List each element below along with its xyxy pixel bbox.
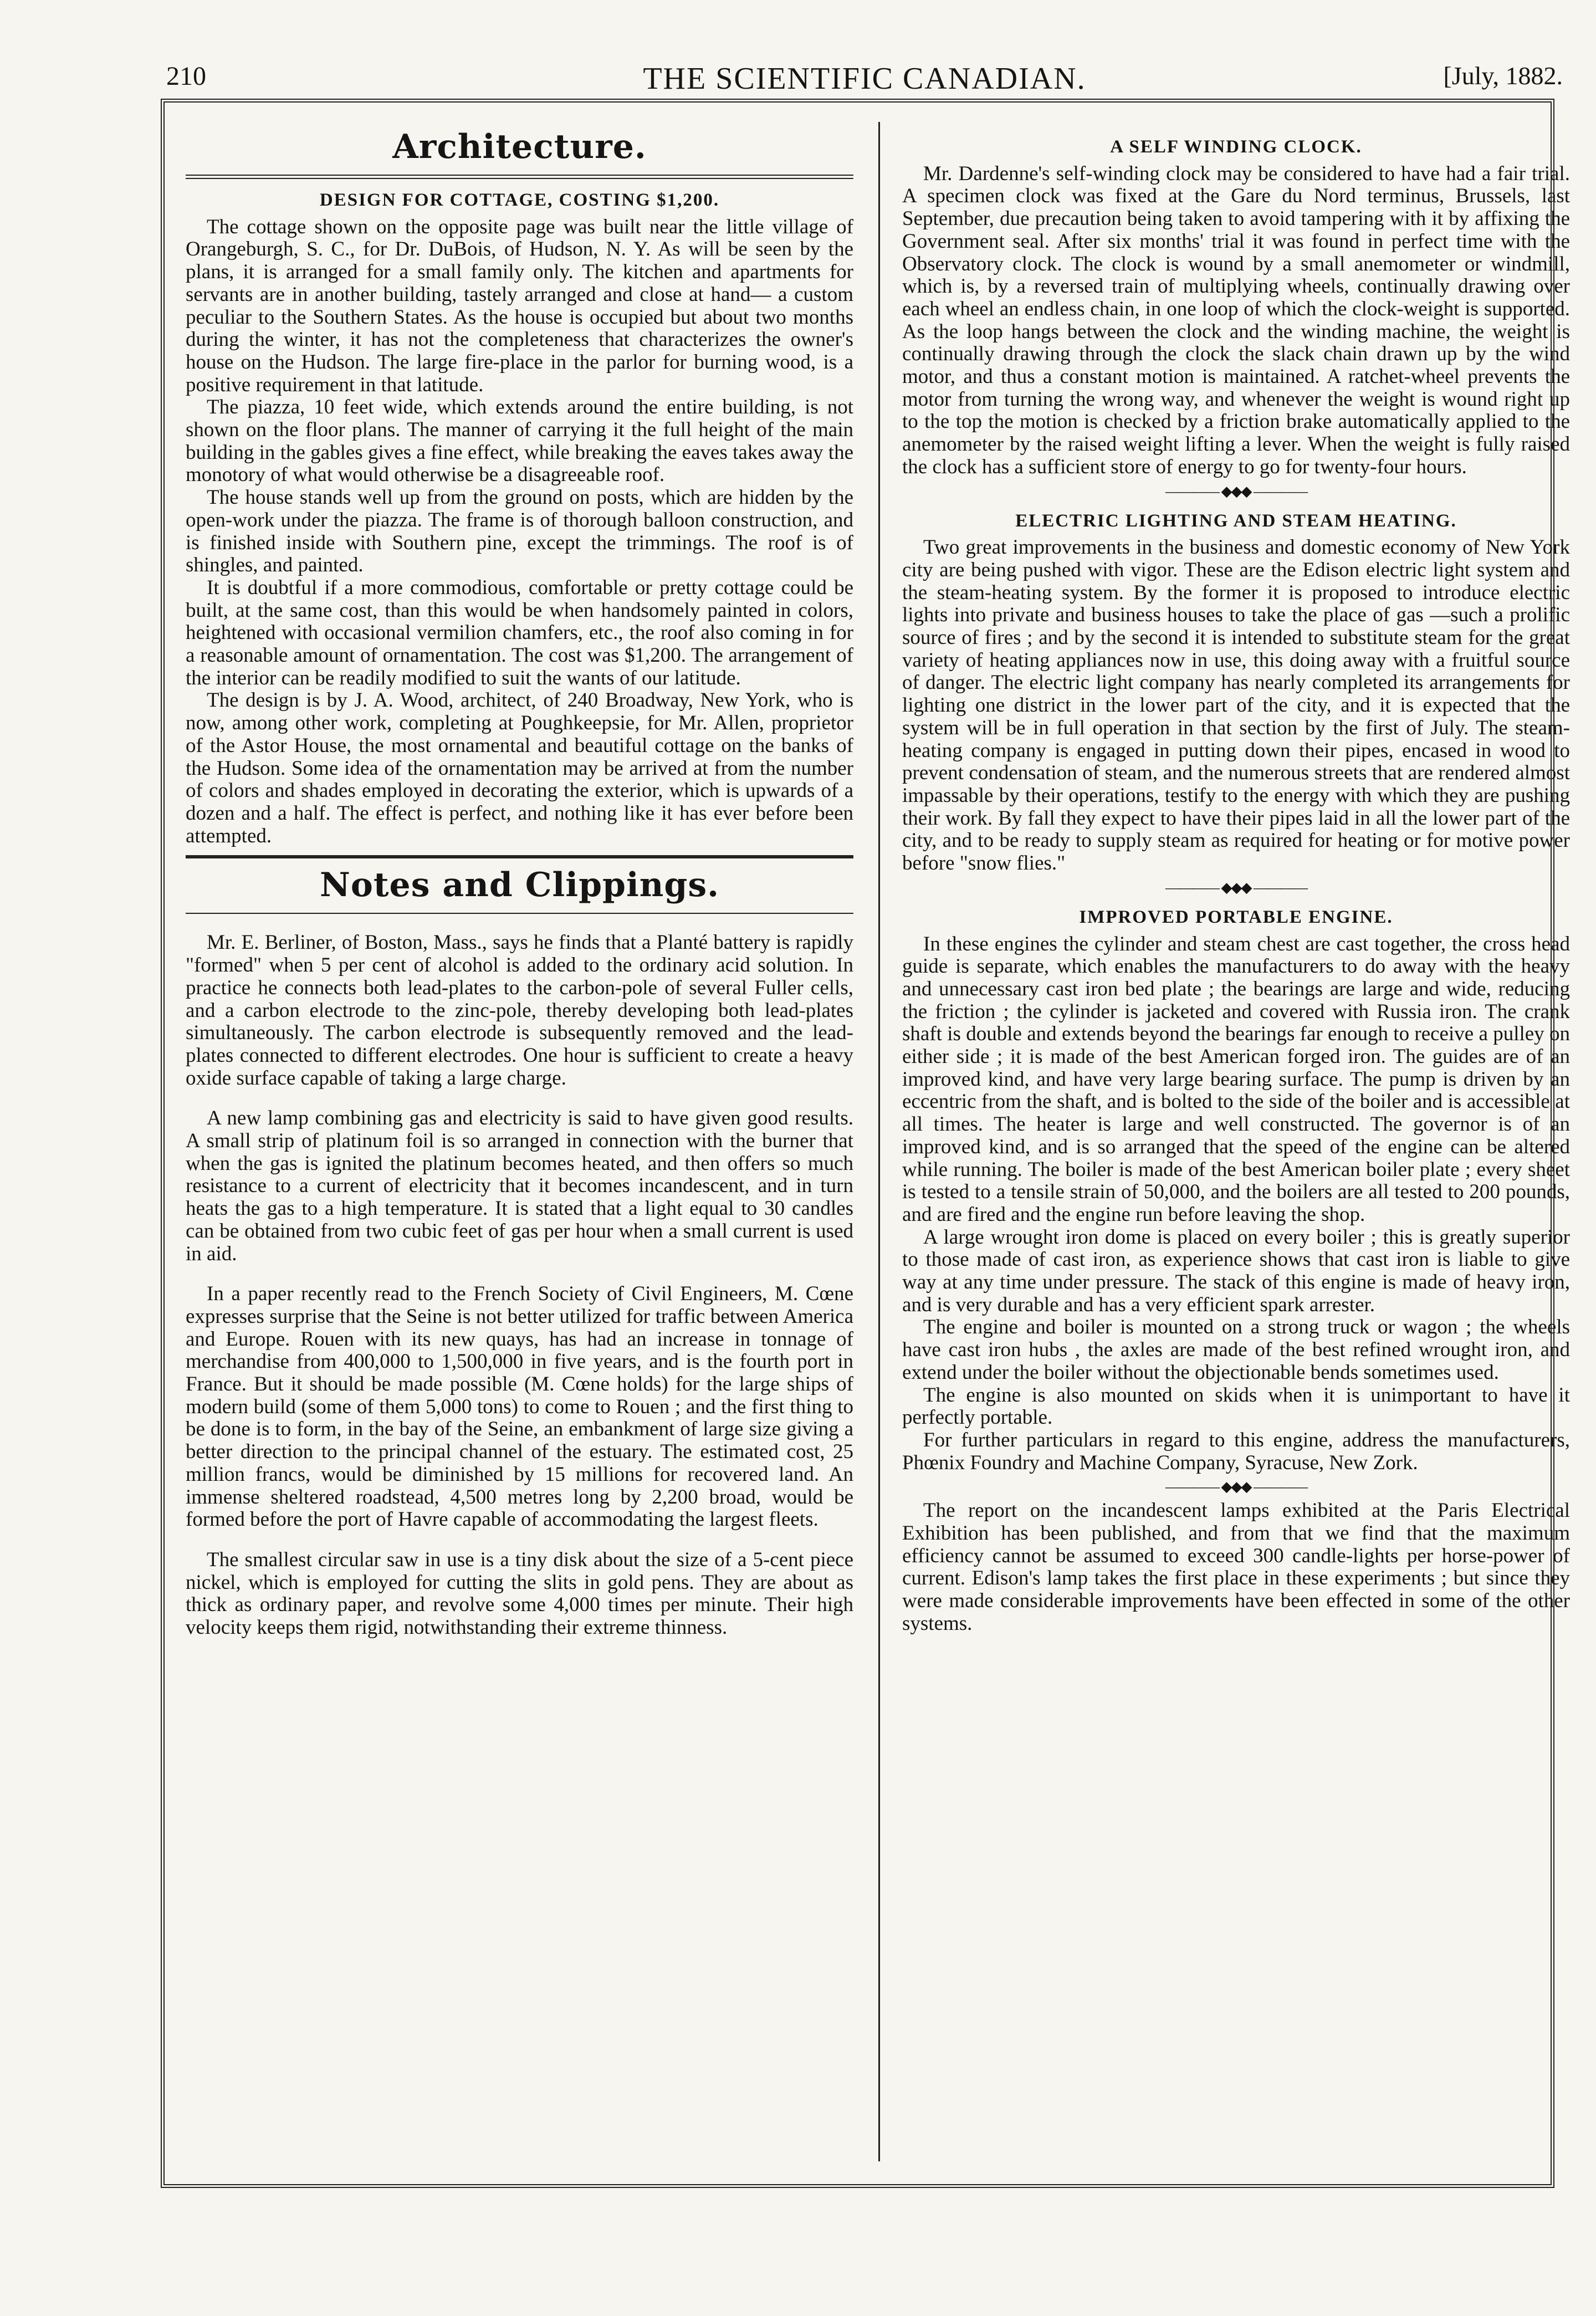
section-title-notes: Notes and Clippings. bbox=[319, 866, 720, 905]
note-paragraph: A new lamp combining gas and electricity is said to have given good results. A small strip of platinum foil is so arranged in connection with the burner that when the gas is ignited the platinum becomes heated, and then offers so much resistance to a current of electricity that it becomes incandescent, and in turn heats the gas to a high temperature. It is stated that a light equal to 30 candles can be obtained from two cubic feet of gas per hour when a small current is used in aid. bbox=[186, 1107, 853, 1265]
article-paragraph: Mr. Dardenne's self-winding clock may be considered to have had a fair trial. A specimen clock was fixed at the Gare du Nord terminus, Brussels, last September, due precaution being taken to avoid tampering with it by affixing the Government seal. After six months' trial it was found in perfect time with the Observatory clock. The clock is wound by a small anemometer or windmill, which is, by a reversed train of multiplying wheels, continually drawing over each wheel an endless chain, in one loop of which the clock-weight is supported. As the loop hangs between the clock and the winding machine, the weight is continually drawing through the clock the slack chain drawn up by the wind motor, and thus a constant motion is maintained. A ratchet-wheel prevents the motor from turning the wrong way, and whenever the weight is wound right up to the top the motion is checked by a friction brake automatically applied to the anemometer by the raised weight lifting a lever. When the weight is fully raised the clock has a sufficient store of energy to go for twenty-four hours. bbox=[902, 162, 1570, 478]
article-paragraph: Two great improvements in the business and domestic economy of New York city are being pushed with vigor. These are the Edison electric light system and the steam-heating system. By the former it is proposed to introduce electric lights into private and business houses to take the place of gas —such a prolific source of fires ; and by the second it is intended to substitute steam for the great variety of heating appliances now in use, this doing away with a fruitful source of danger. The electric light company has nearly completed its arrangements for lighting one district in the lower part of the city, and it is expected that the system will be in full operation in that section by the first of July. The steam-heating company is engaged in putting down their pipes, encased in wood to prevent condensation of steam, and the numerous streets that are rendered almost impassable by their operations, testify to the energy with which they are pushing their work. By fall they expect to have their pipes laid in all the lower part of the city, and to be ready to supply steam as required for heating or for motive power before "snow flies." bbox=[902, 536, 1570, 875]
divider bbox=[186, 913, 853, 914]
note-paragraph: Mr. E. Berliner, of Boston, Mass., says he finds that a Planté battery is rapidly "formed" when 5 per cent of alcohol is added to the ordinary acid solution. In practice he connects both lead-plates to the carbon-pole of several Fuller cells, and a carbon electrode to the zinc-pole, thereby developing both lead-plates simultaneously. The carbon electrode is subsequently removed and the lead-plates connected to different electrodes. One hour is sufficient to create a heavy oxide surface capable of taking a large charge. bbox=[186, 931, 853, 1090]
section-divider bbox=[186, 855, 853, 858]
right-column bbox=[902, 125, 1570, 1635]
article-paragraph: The piazza, 10 feet wide, which extends around the entire building, is not shown on the floor plans. The manner of carrying it the full height of the main building in the gables gives a fine effect, while breaking the eaves takes away the monotory of what would otherwise be a disagreeable roof. bbox=[186, 396, 853, 487]
article-paragraph: The house stands well up from the ground on posts, which are hidden by the open-work under the piazza. The frame is of thorough balloon construction, and is finished inside with Southern pine, except the trimmings. The roof is of shingles, and painted. bbox=[186, 486, 853, 577]
article-title: ELECTRIC LIGHTING AND STEAM HEATING. bbox=[1015, 510, 1457, 531]
article-paragraph: It is doubtful if a more commodious, comfortable or pretty cottage could be built, at the same cost, than this would be when handsomely painted in colors, heightened with occasional vermilion chamfers, etc., the roof also coming in for a reasonable amount of ornamentation. The cost was $1,200. The arrangement of the interior can be readily modified to suit the wants of our latitude. bbox=[186, 576, 853, 689]
page-number: 210 bbox=[166, 62, 206, 91]
divider bbox=[186, 178, 853, 179]
article-paragraph: The design is by J. A. Wood, architect, of 240 Broadway, New York, who is now, among other work, completing at Poughkeepsie, for Mr. Allen, proprietor of the Astor House, the most ornamental and beautiful cottage on the banks of the Hudson. Some idea of the ornamentation may be arrived at from the number of colors and shades employed in decorating the exterior, which is upwards of a dozen and a half. The effect is perfect, and nothing like it has ever before been attempted. bbox=[186, 689, 853, 847]
ornamental-divider: ———— ◆◆◆ ———— bbox=[1165, 483, 1307, 499]
section-title-architecture: Architecture. bbox=[392, 127, 647, 166]
ornamental-divider: ———— ◆◆◆ ———— bbox=[1165, 879, 1307, 896]
left-column bbox=[186, 125, 853, 1639]
journal-title: THE SCIENTIFIC CANADIAN. bbox=[643, 62, 1086, 96]
article-paragraph: For further particulars in regard to this engine, address the manufacturers, Phœnix Foundry and Machine Company, Syracuse, New Zork. bbox=[902, 1428, 1570, 1474]
closing-note-paragraph: The report on the incandescent lamps exhibited at the Paris Electrical Exhibition has been published, and from that we find that the maximum efficiency cannot be assumed to exceed 300 candle-lights per horse-power of current. Edison's lamp takes the first place in these experiments ; but since they were made considerable improvements have been effected in some of the other systems. bbox=[902, 1499, 1570, 1635]
divider bbox=[186, 175, 853, 176]
article-title: A SELF WINDING CLOCK. bbox=[1110, 137, 1362, 157]
issue-date: [July, 1882. bbox=[1443, 62, 1563, 90]
article-title: DESIGN FOR COTTAGE, COSTING $1,200. bbox=[319, 190, 720, 210]
article-paragraph: In these engines the cylinder and steam chest are cast together, the cross head guide is separate, which enables the manufacturers to do away with the heavy and unnecessary cast iron bed plate ; the bearings are large and wide, reducing the friction ; the cylinder is jacketed and covered with Russia iron. The crank shaft is double and extends beyond the bearings far enough to receive a pulley on either side ; it is made of the best American forged iron. The guides are of an improved kind, and have very large bearing surface. The pump is driven by an eccentric from the shaft, and is bolted to the side of the boiler and is accessible at all times. The heater is large and well constructed. The governor is of an improved kind, and is so arranged that the speed of the engine can be altered while running. The boiler is made of the best American boiler plate ; every sheet is tested to a tensile strain of 50,000, and the boilers are all tested to 200 pounds, and are fired and the engine run before leaving the shop. bbox=[902, 932, 1570, 1226]
article-paragraph: The cottage shown on the opposite page was built near the little village of Orangeburgh, S. C., for Dr. DuBois, of Hudson, N. Y. As will be seen by the plans, it is arranged for a small family only. The kitchen and apartments for servants are in another building, tastely arranged and close at hand— a custom peculiar to the Southern States. As the house is occupied but about two months during the winter, it has not the completeness that characterizes the owner's house on the Hudson. The large fire-place in the parlor for burning wood, is a positive requirement in that latitude. bbox=[186, 215, 853, 396]
article-paragraph: A large wrought iron dome is placed on every boiler ; this is greatly superior to those made of cast iron, as experience shows that cast iron is liable to give way at any time under pressure. The stack of this engine is made of heavy iron, and is very durable and has a very efficient spark arrester. bbox=[902, 1225, 1570, 1316]
note-paragraph: In a paper recently read to the French Society of Civil Engineers, M. Cœne expresses surprise that the Seine is not better utilized for traffic between America and Europe. Rouen with its new quays, has had an increase in tonnage of merchandise from 400,000 to 1,500,000 in five years, and is the fourth port in France. But it should be made possible (M. Cœne holds) for the large ships of modern build (some of them 5,000 tons) to come to Rouen ; and the first thing to be done is to form, in the bay of the Seine, an embankment of large size giving a better direction to the principal channel of the estuary. The estimated cost, 25 million francs, would be diminished by 15 millions for recovered land. An immense sheltered roadstead, 4,500 metres long by 2,200 broad, would be formed before the port of Havre capable of accommodating the largest fleets. bbox=[186, 1282, 853, 1531]
ornamental-divider: ———— ◆◆◆ ———— bbox=[1165, 1479, 1307, 1495]
note-paragraph: The smallest circular saw in use is a tiny disk about the size of a 5-cent piece nickel, which is employed for cutting the slits in gold pens. They are about as thick as ordinary paper, and revolve some 4,000 times per minute. Their high velocity keeps them rigid, notwithstanding their extreme thinness. bbox=[186, 1548, 853, 1639]
article-title: IMPROVED PORTABLE ENGINE. bbox=[1079, 907, 1393, 927]
article-paragraph: The engine is also mounted on skids when it is unimportant to have it perfectly portable. bbox=[902, 1383, 1570, 1429]
column-divider bbox=[878, 122, 880, 2161]
article-paragraph: The engine and boiler is mounted on a strong truck or wagon ; the wheels have cast iron hubs , the axles are made of the best refined wrought iron, and extend under the boiler without the objectionable bends sometimes used. bbox=[902, 1316, 1570, 1384]
